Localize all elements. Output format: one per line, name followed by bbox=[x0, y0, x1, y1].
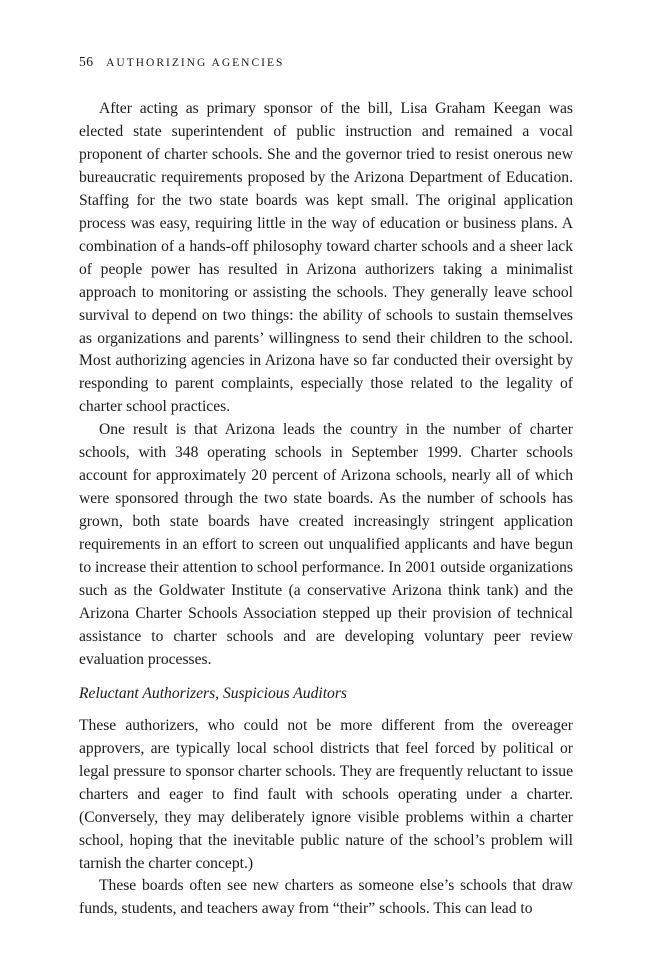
running-title: AUTHORIZING AGENCIES bbox=[106, 57, 285, 69]
page-number: 56 bbox=[79, 54, 94, 69]
body-text bbox=[79, 98, 573, 921]
running-head bbox=[79, 54, 284, 70]
paragraph-2: One result is that Arizona leads the country in the number of charter schools, with 348 operating schools in September 1999. Charter schools account for approximately 20 percent of Arizona schools, nearly all of which were sponsored through the two state boards. As the number of schools has grown, both state boards have created increasingly stringent application requirements in an effort to screen out unqualified applicants and have begun to increase their attention to school performance. In 2001 outside organizations such as the Goldwater Institute (a conservative Arizona think tank) and the Arizona Charter Schools Association stepped up their provision of technical assistance to charter schools and are developing voluntary peer review evaluation processes. bbox=[79, 421, 573, 668]
paragraph-3: These authorizers, who could not be more different from the overeager approvers, are typically local school districts that feel forced by political or legal pressure to sponsor charter schools. They are frequently reluctant to issue charters and eager to find fault with schools operating under a charter. (Conversely, they may deliberately ignore visible problems within a charter school, hoping that the inevitable public nature of the school’s problem will tarnish the charter concept.) bbox=[79, 716, 573, 872]
paragraph-1: After acting as primary sponsor of the bill, Lisa Graham Keegan was elected state superintendent of public instruction and remained a vocal proponent of charter schools. She and the governor tried to resist onerous new bureaucratic requirements proposed by the Arizona Department of Education. Staffing for the two state boards was kept small. The original application process was easy, requiring little in the way of education or business plans. A combination of a hands-off philosophy toward charter schools and a sheer lack of people power has resulted in Arizona authorizers taking a minimalist approach to monitoring or assisting the schools. They generally leave school survival to depend on two things: the ability of schools to sustain themselves as organizations and parents’ willingness to send their children to the school. Most authorizing agencies in Arizona have so far conducted their oversight by responding to parent complaints, especially those related to the legality of charter school practices. bbox=[79, 100, 573, 416]
paragraph-4: These boards often see new charters as someone else’s schools that draw funds, students, and teachers away from “their” schools. This can lead to bbox=[79, 877, 573, 918]
section-heading: Reluctant Authorizers, Suspicious Auditors bbox=[79, 684, 347, 702]
